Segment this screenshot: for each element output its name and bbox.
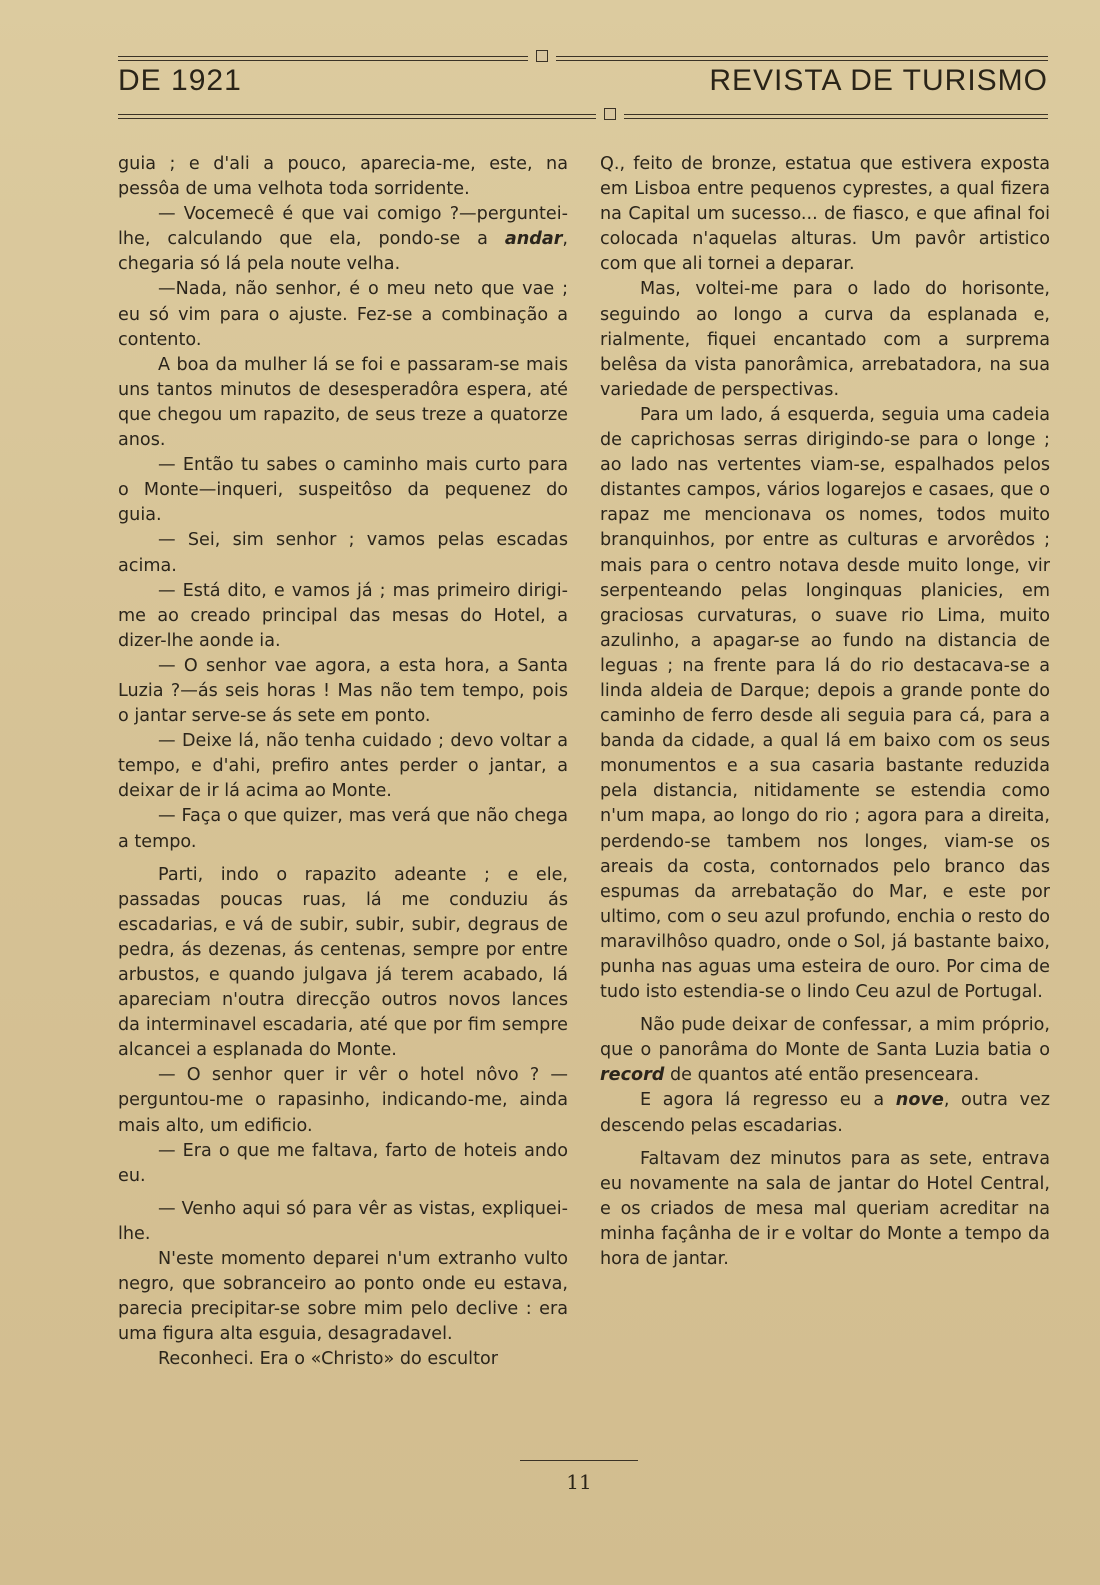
- paragraph: Q., feito de bronze, estatua que estivera exposta em Lisboa entre pequenos cyprestes, a qual fizera na Capital um sucesso... de fiasco, e que afinal foi colocada n'aquelas alturas. Um pavôr artistico com que ali tornei a deparar.: [600, 154, 1050, 275]
- square-ornament-icon: [536, 50, 548, 62]
- paragraph: — Deixe lá, não tenha cuidado ; devo voltar a tempo, e d'ahi, prefiro antes perder o jantar, a deixar de ir lá acima ao Monte.: [118, 731, 568, 802]
- paragraph: guia ; e d'ali a pouco, aparecia-me, este, na pessôa de uma velhota toda sorridente.: [118, 154, 568, 200]
- paragraph: — O senhor vae agora, a esta hora, a Santa Luzia ?—ás seis horas ! Mas não tem tempo, pois o jantar serve-se ás sete em ponto.: [118, 655, 568, 727]
- page-number: 11: [566, 1470, 592, 1494]
- emphasis-text: nove: [895, 1090, 944, 1111]
- paragraph: Mas, voltei-me para o lado do horisonte, seguindo ao longo a curva da esplanada e, rialmente, fiquei encantado com a surprema belêsa da vista panorâmica, arrebatadora, na sua variedade de perspectivas.: [600, 279, 1050, 400]
- emphasis-text: record: [600, 1065, 665, 1086]
- paragraph: E agora lá regresso eu a nove, outra vez descendo pelas escadarias.: [600, 1090, 1051, 1136]
- footer-rule: [520, 1460, 638, 1461]
- paragraph: — Está dito, e vamos já ; mas primeiro dirigi-me ao creado principal das mesas do Hotel, a dizer-lhe aonde ia.: [118, 580, 568, 651]
- paragraph: Reconheci. Era o «Christo» do escultor: [158, 1349, 498, 1370]
- paragraph: Para um lado, á esquerda, seguia uma cadeia de caprichosas serras dirigindo-se para o longe ; ao lado nas vertentes viam-se, espalhados pelos distantes campos, vários logarejos e casaes, que o rapaz me mencionava os nomes, todos muito branquinhos, por entre as culturas e arvorêdos ; mais para o centro notava desde muito longe, vir serpenteando pelas longinquas planicies, em graciosas curvaturas, o suave rio Lima, muito azulinho, a apagar-se ao fundo na distancia de leguas ; na frente para lá do rio destacava-se a linda aldeia de Darque; depois a grande ponte do caminho de ferro desde ali seguia para cá, para a banda da cidade, a qual lá em baixo com os seus monumentos e a sua casaria bastante reduzida pela distancia, nitidamente se estendia como n'um mapa, ao longo do rio ; agora para a direita, perdendo-se tambem nos longes, viam-se os areais da costa, contornados pelo branco das espumas da arrebatação do Mar, e este por ultimo, com o seu azul profundo, enchia o resto do maravilhôso quadro, onde o Sol, já bastante baixo, punha nas aguas uma esteira de ouro. Por cima de tudo isto estendia-se o lindo Ceu azul de Portugal.: [600, 404, 1050, 1003]
- square-ornament-icon: [604, 108, 616, 120]
- running-header: [118, 64, 1048, 108]
- paragraph: Faltavam dez minutos para as sete, entrava eu novamente na sala de jantar do Hotel Central, e os criados de mesa mal queriam acreditar na minha façânha de ir e voltar do Monte a tempo da hora de jantar.: [600, 1148, 1050, 1270]
- paragraph: — O senhor quer ir vêr o hotel nôvo ? —perguntou-me o rapasinho, indicando-me, ainda mais alto, um edificio.: [118, 1065, 568, 1136]
- paragraph: — Então tu sabes o caminho mais curto para o Monte—inqueri, suspeitôso da pequenez do guia.: [118, 455, 568, 526]
- paragraph: — Sei, sim senhor ; vamos pelas escadas acima.: [118, 530, 568, 576]
- paragraph: —Nada, não senhor, é o meu neto que vae ; eu só vim para o ajuste. Fez-se a combinação a contento.: [118, 279, 568, 350]
- paragraph: — Venho aqui só para vêr as vistas, expliquei-lhe.: [118, 1198, 568, 1244]
- header-magazine-title: REVISTA DE TURISMO: [709, 64, 1048, 97]
- paragraph: A boa da mulher lá se foi e passaram-se mais uns tantos minutos de desesperadôra espera, até que chegou um rapazito, de seus treze a quatorze anos.: [118, 354, 568, 451]
- paragraph: Não pude deixar de confessar, a mim próprio, que o panorâma do Monte de Santa Luzia batia o record de quantos até então presenceara.: [600, 1015, 1050, 1086]
- right-text-column: [600, 152, 1050, 1272]
- paragraph: Parti, indo o rapazito adeante ; e ele, passadas poucas ruas, lá me conduziu ás escadarias, e vá de subir, subir, subir, degraus de pedra, ás dezenas, ás centenas, sempre por entre arbustos, e quando julgava já terem acabado, lá apareciam n'outra direcção outros novos lances da interminavel escadaria, até que por fim sempre alcancei a esplanada do Monte.: [118, 864, 568, 1061]
- paragraph: — Vocemecê é que vai comigo ?—perguntei-lhe, calculando que ela, pondo-se a andar, chegaria só lá pela noute velha.: [118, 204, 568, 275]
- paragraph: N'este momento deparei n'um extranho vulto negro, que sobranceiro ao ponto onde eu estava, parecia precipitar-se sobre mim pelo declive : era uma figura alta esguia, desagradavel.: [118, 1249, 568, 1345]
- paragraph: — Faça o que quizer, mas verá que não chega a tempo.: [118, 806, 568, 852]
- header-date: DE 1921: [118, 64, 242, 97]
- paragraph: — Era o que me faltava, farto de hoteis ando eu.: [118, 1140, 568, 1186]
- emphasis-text: andar: [504, 229, 563, 250]
- left-text-column: [118, 152, 568, 1373]
